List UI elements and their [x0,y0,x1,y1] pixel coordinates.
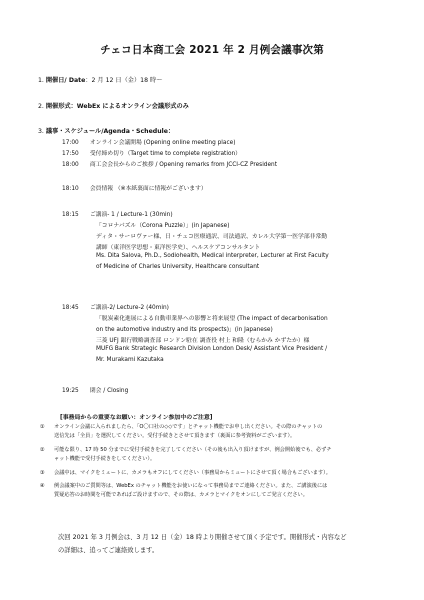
schedule-text: ご講演-2/ Lecture-2 (40min) [89,305,169,311]
notice-item [40,446,390,464]
section-label: 議事・スケジュール/Agenda・Schedule： [45,128,175,135]
schedule-text: 商工会会長からのご挨拶 / Opening remarks from JCCI-CZ President [89,162,278,168]
notice-line: 会議中は、マイクをミュートに、カメラもオフにしてください（事務局からミュートにさせて頂く場合もございます）。 [54,470,331,476]
lecture2-line: on the automotive industry and its prospects)」(in Japanese) [96,327,273,333]
section-value: ：2 月 12 日（金）18 時～ [85,77,163,84]
schedule-text: 閉会 / Closing [89,388,129,394]
notice-heading: [事務局からの重要なお願い：オンライン参加中のご注意] [60,415,213,421]
page-title: チェコ日本商工会 2021 年 2 月例会議事次第 [100,44,324,56]
next-meeting-note [58,531,388,557]
schedule-row [62,385,128,394]
footer-line: 次回 2021 年 3 月例会は、3 月 12 日（金）18 時より開催させて頂く予定です。開催形式・内容など [58,534,347,541]
schedule-time: 18:00 [62,162,79,168]
schedule-row [62,137,235,146]
section-label: 開催日/ Date [45,77,86,84]
schedule-text: オンライン会議開場 (Opening online meeting place) [89,140,236,146]
lecture1-line: 講師（東洋医学思想・東洋医学史）、ヘルスケアコンサルタント [96,245,261,251]
section-agenda [38,126,174,135]
lecture1-line: ディタ・サーロヴァー様、日・チェコ医療通訳、司法通訳、カレル大学第一医学部非常勤 [96,234,328,240]
section-number: 3. [38,128,44,135]
schedule-row [62,148,241,157]
notice-line: 送信先は「全員」を選択してください。受付手続きとさせて頂きます（裏面に参考資料がございます）。 [54,433,296,440]
schedule-time: 17:50 [62,151,79,157]
schedule-time: 18:15 [62,212,79,218]
notice-line: 可能な限り、17 時 50 分までに受付手続きを完了してください（その後も出入り頂けますが、例会開始後でも、必ずチ [54,447,332,453]
lecture1-line: of Medicine of Charles University, Healthcare consultant [96,264,260,270]
notice-item [40,482,390,500]
notice-number: ③ [40,470,45,476]
notice-line: 例会議案中のご質問等は、WebEx のチャット機能をお使いになって事務局までご連絡ください。また、ご講演後には [54,483,328,489]
footer-line: の詳細は、追ってご連絡致します。 [58,547,159,554]
notice-number: ④ [40,483,45,489]
lecture1-line: 「コロナパズル（Corona Puzzle）」(in Japanese) [96,223,230,229]
lecture1-line: Ms. Dita Salova, Ph.D., Sodiohealth, Medical interpreter, Lecturer at First Faculty [96,253,329,259]
schedule-time: 18:45 [62,305,79,311]
notice-line: 質疑応答のお時間を可能であればご設けますので、その際は、カメラとマイクをオンにしてご発言ください。 [54,492,308,499]
lecture2-line: MUFG Bank Strategic Research Division London Desk/ Assistant Vice President / [96,346,328,352]
schedule-row [62,209,173,218]
section-label: 開催形式：WebEx によるオンライン会議形式のみ [45,103,189,110]
section-date [38,75,162,84]
schedule-row [62,183,207,192]
notice-item [40,469,390,478]
notice-line: ャット機能で受付手続きをしてください）。 [54,456,156,463]
schedule-time: 18:10 [62,186,79,192]
schedule-row [62,159,277,168]
notice-line: オンライン会議に入られましたら、「O〇口社の◇◇です」とチャット機能でお申し出ください。その際のチャットの [54,424,323,430]
section-number: 2. [38,103,44,110]
section-number: 1. [38,77,44,84]
section-format [38,101,189,110]
notice-number: ① [40,424,45,430]
notice-item [40,423,390,441]
lecture2-line: Mr. Murakami Kazutaka [96,357,164,363]
schedule-text: 受付締め切り（Target time to complete registration） [89,151,241,157]
schedule-time: 19:25 [62,388,79,394]
lecture2-line: 「脱炭素化進展による自動車業界への影響と将来展望 (The impact of decarbonisation [96,316,328,322]
notice-number: ② [40,447,45,453]
schedule-time: 17:00 [62,140,79,146]
schedule-text: 会員情報 （※本紙裏面に情報がございます） [89,186,207,192]
schedule-text: ご講演- 1 / Lecture-1 (30min) [89,212,173,218]
schedule-row [62,302,169,311]
lecture2-line: 三菱 UFJ 銀行戦略調査部 ロンドン駐在 調査役 村上 和隆（むらかみ かずたか）様 [96,338,310,344]
